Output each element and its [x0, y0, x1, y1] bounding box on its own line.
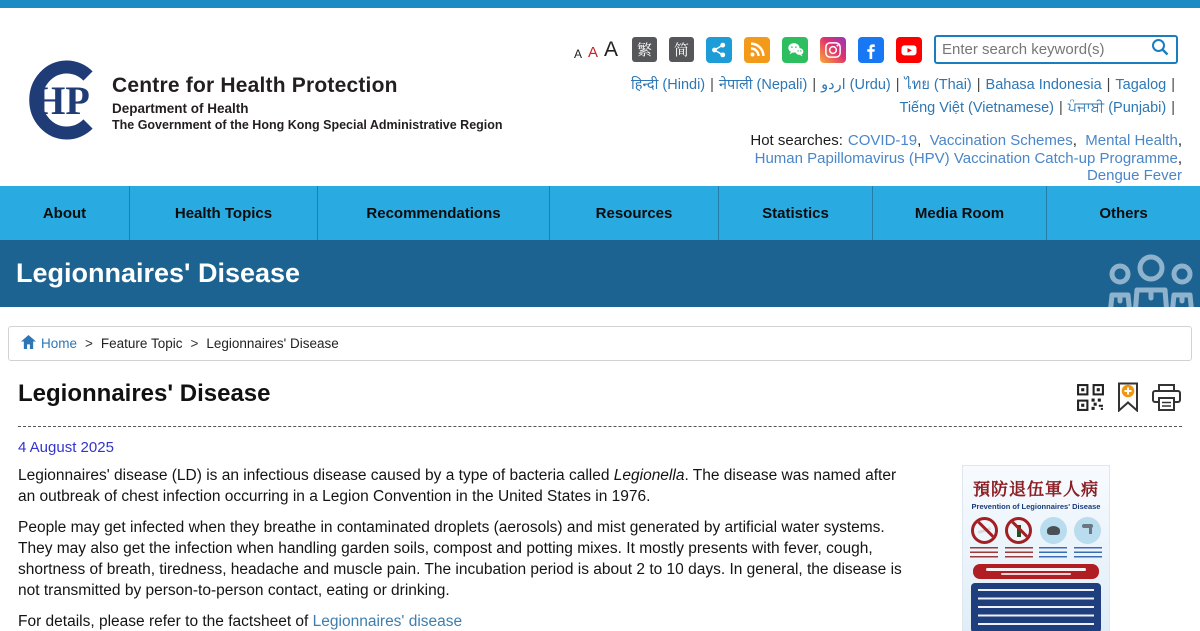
bookmark-icon[interactable]: [1116, 382, 1140, 417]
site-header: [0, 8, 1200, 186]
nav-item-others[interactable]: Others: [1099, 204, 1148, 222]
language-links: [631, 74, 1180, 120]
article-body: [18, 465, 903, 631]
main-content: [0, 361, 1200, 631]
italic-term: Legionella: [613, 467, 685, 484]
hot-search-line1: [750, 132, 1182, 150]
page-title: Legionnaires' Disease: [18, 380, 271, 407]
language-links-line2: [631, 97, 1180, 120]
separator: |: [1171, 77, 1175, 93]
separator: |: [812, 77, 817, 93]
page-tools: [1076, 380, 1182, 417]
hot-searches: [750, 132, 1182, 185]
content-row: [18, 465, 1182, 631]
simplified-chinese-button[interactable]: 简: [669, 37, 694, 62]
main-nav: [0, 186, 1200, 240]
hot-search-link[interactable]: Human Papillomavirus (HPV) Vaccination Catch-up Programme: [754, 149, 1178, 167]
language-link[interactable]: اردو (Urdu): [821, 77, 891, 93]
breadcrumb-separator: >: [85, 336, 93, 351]
government-name: The Government of the Hong Kong Special Administrative Region: [112, 118, 503, 132]
language-link[interactable]: ਪੰਜਾਬੀ (Punjabi): [1067, 100, 1167, 116]
hot-searches-label: Hot searches:: [750, 132, 843, 149]
logo-hp-letters: HP: [34, 78, 90, 123]
youtube-icon[interactable]: [896, 37, 922, 63]
poster-title-english: Prevention of Legionnaires' Disease: [971, 502, 1101, 511]
article-header: [18, 380, 1182, 427]
poster-bullet-box: [971, 583, 1101, 631]
breadcrumb-separator: >: [190, 336, 199, 351]
separator: |: [976, 77, 981, 93]
share-icon[interactable]: [706, 37, 732, 63]
site-branding[interactable]: [25, 60, 503, 145]
separator: |: [1059, 100, 1063, 116]
language-link[interactable]: हिन्दी (Hindi): [631, 77, 706, 93]
banner-title: Legionnaires' Disease: [16, 258, 301, 288]
separator: ,: [917, 132, 930, 149]
font-size-large-button[interactable]: A: [603, 38, 618, 61]
language-link[interactable]: ไทย (Thai): [904, 77, 972, 93]
print-icon[interactable]: [1151, 384, 1182, 416]
top-accent-strip: [0, 0, 1200, 8]
poster-caption-text: [963, 547, 1109, 560]
language-links-line1: [631, 74, 1180, 97]
breadcrumb-home-link[interactable]: Home: [41, 336, 78, 351]
language-link[interactable]: नेपाली (Nepali): [718, 77, 808, 93]
font-size-controls: [574, 39, 618, 60]
department-name: Department of Health: [112, 101, 249, 116]
home-icon[interactable]: [21, 335, 36, 352]
faucet-icon: [1074, 517, 1101, 544]
org-name: Centre for Health Protection: [112, 74, 398, 97]
no-smoking-icon: [971, 517, 998, 544]
no-alcohol-icon: [1005, 517, 1032, 544]
people-group-icon: [1108, 253, 1194, 307]
brand-text: [112, 60, 503, 145]
separator: |: [895, 77, 900, 93]
separator: |: [1171, 100, 1175, 116]
factsheet-link[interactable]: Legionnaires' disease: [312, 613, 463, 630]
separator: |: [1106, 77, 1111, 93]
paragraph-2: People may get infected when they breathe in contaminated droplets (aerosols) and mist generated by artificial water systems. They may also get the infection when handling garden soils, compost and potting mixes. It mostly presents with fever, cough, shortness of breath, tiredness, headache and muscle pain. The incubation period is about 2 to 10 days. In general, the disease is not transmitted by person-to-person contact, eating or drinking.: [18, 519, 902, 599]
separator: ,: [1177, 149, 1182, 167]
publish-date: 4 August 2025: [18, 439, 114, 456]
page-title-banner: [0, 240, 1200, 307]
rss-icon[interactable]: [744, 37, 770, 63]
header-controls: [574, 35, 1178, 64]
language-link[interactable]: Tagalog: [1115, 77, 1167, 93]
nav-item-media-room[interactable]: Media Room: [873, 186, 1047, 240]
nav-item-statistics[interactable]: Statistics: [719, 186, 873, 240]
poster-pictograms: [963, 517, 1109, 544]
search-input[interactable]: [942, 41, 1150, 58]
paragraph-1: Legionnaires' disease (LD) is an infectious disease caused by a type of bacteria called Legionella. The disease was named after an outbreak of chest infection occurring in a Legion Convention in the United States in 1976.: [18, 467, 897, 505]
poster-red-banner: [973, 564, 1099, 579]
nav-item-recommendations[interactable]: Recommendations: [318, 186, 550, 240]
nav-item-resources[interactable]: Resources: [550, 186, 719, 240]
water-device-icon: [1040, 517, 1067, 544]
search-box: [934, 35, 1178, 64]
breadcrumb-item: Legionnaires' Disease: [206, 336, 339, 351]
language-link[interactable]: Tiếng Việt (Vietnamese): [899, 100, 1054, 116]
poster-thumbnail[interactable]: [962, 465, 1110, 631]
paragraph-3: For details, please refer to the factsheet of Legionnaires' disease: [18, 613, 463, 630]
nav-item-about[interactable]: About: [0, 186, 130, 240]
separator: |: [710, 77, 714, 93]
hot-search-line3: [750, 167, 1182, 185]
traditional-chinese-button[interactable]: 繁: [632, 37, 657, 62]
hot-search-link[interactable]: Vaccination Schemes: [929, 132, 1073, 149]
hot-search-link[interactable]: Dengue Fever: [1086, 167, 1182, 184]
wechat-icon[interactable]: [782, 37, 808, 63]
separator: ,: [1072, 132, 1086, 149]
font-size-medium-button[interactable]: A: [587, 44, 598, 61]
qr-code-icon[interactable]: [1076, 383, 1105, 417]
font-size-small-button[interactable]: A: [573, 47, 582, 61]
hot-search-link[interactable]: COVID-19: [847, 132, 918, 149]
search-icon[interactable]: [1150, 37, 1170, 62]
separator: ,: [1177, 132, 1182, 149]
breadcrumb: [8, 326, 1192, 361]
hot-search-line2: [750, 150, 1182, 168]
facebook-icon[interactable]: [858, 37, 884, 63]
instagram-icon[interactable]: [820, 37, 846, 63]
chp-logo: [25, 60, 99, 145]
breadcrumb-item[interactable]: Feature Topic: [100, 336, 183, 351]
poster-title-chinese: 預防退伍軍人病: [973, 480, 1099, 500]
nav-item-health-topics[interactable]: Health Topics: [130, 186, 318, 240]
hot-search-link[interactable]: Mental Health: [1085, 132, 1178, 149]
language-link[interactable]: Bahasa Indonesia: [985, 77, 1102, 93]
